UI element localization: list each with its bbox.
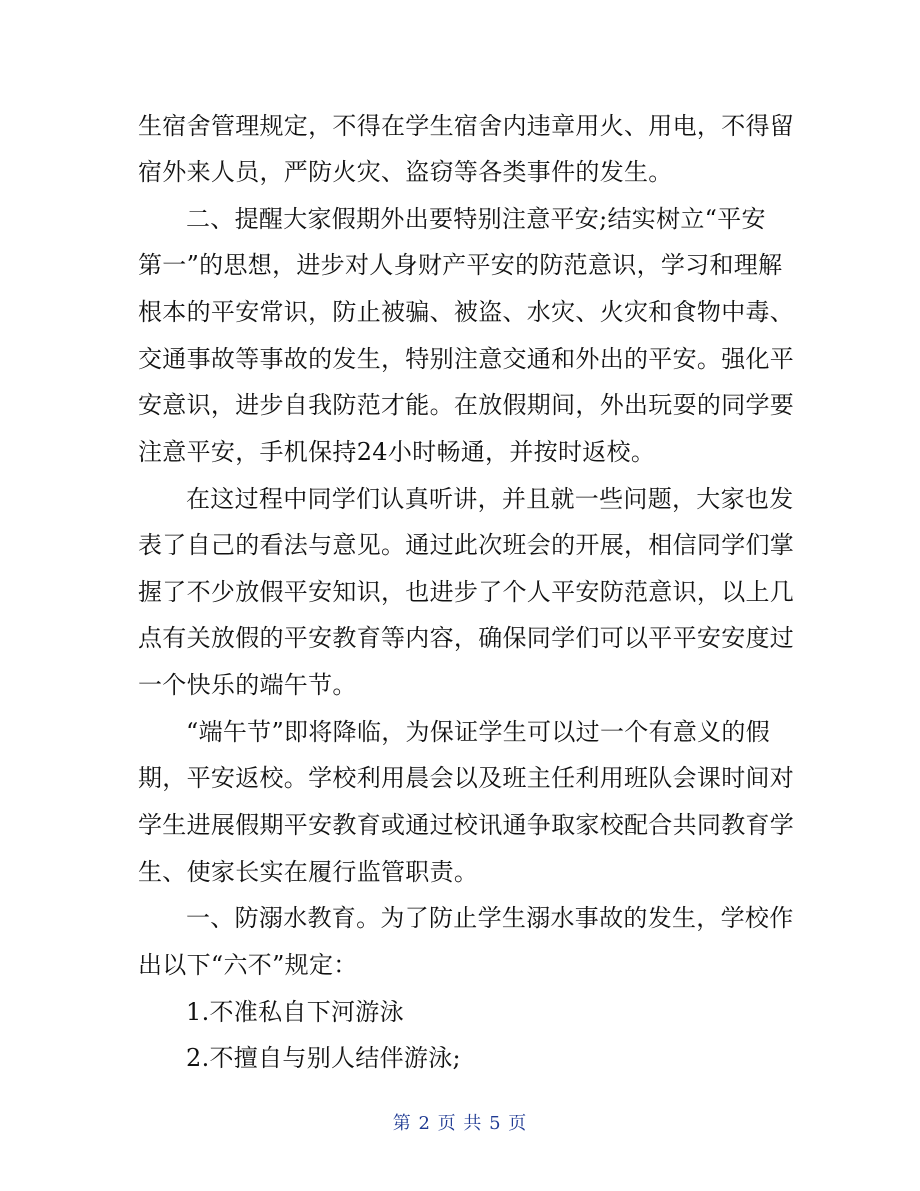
- paragraph-start-line: 在这过程中同学们认真听讲，并且就一些问题，大家也发: [186, 485, 794, 513]
- text-line: 学生进展假期平安教育或通过校讯通争取家校配合共同教育学: [138, 811, 795, 839]
- text-line: 握了不少放假平安知识，也进步了个人平安防范意识，以上几: [138, 578, 795, 606]
- page-number-footer: 第 2 页 共 5 页: [392, 1113, 528, 1134]
- text-line: 表了自己的看法与意见。通过此次班会的开展，相信同学们掌: [138, 531, 795, 559]
- text-line: 安意识，进步自我防范才能。在放假期间，外出玩耍的同学要: [138, 391, 795, 419]
- text-line: 生宿舍管理规定，不得在学生宿舍内违章用火、用电，不得留: [138, 112, 795, 140]
- text-line: 宿外来人员，严防火灾、盗窃等各类事件的发生。: [138, 158, 673, 186]
- list-item: 2.不擅自与别人结伴游泳;: [186, 1044, 461, 1072]
- text-line: 点有关放假的平安教育等内容，确保同学们可以平平安安度过: [138, 624, 795, 652]
- text-line: 第一”的思想，进步对人身财产平安的防范意识，学习和理解: [138, 251, 783, 279]
- text-line: 注意平安，手机保持24小时畅通，并按时返校。: [138, 438, 656, 466]
- paragraph-start-line: 一、防溺水教育。为了防止学生溺水事故的发生，学校作: [186, 904, 794, 932]
- list-item: 1.不准私自下河游泳: [186, 998, 404, 1026]
- text-line: 生、使家长实在履行监管职责。: [138, 858, 479, 886]
- text-line: 出以下“六不”规定：: [138, 951, 358, 979]
- text-line: 根本的平安常识，防止被骗、被盗、水灾、火灾和食物中毒、: [138, 298, 795, 326]
- text-line: 期，平安返校。学校利用晨会以及班主任利用班队会课时间对: [138, 764, 795, 792]
- text-line: 交通事故等事故的发生，特别注意交通和外出的平安。强化平: [138, 345, 795, 373]
- text-line: 一个快乐的端午节。: [138, 671, 357, 699]
- paragraph-start-line: 二、提醒大家假期外出要特别注意平安;结实树立“平安: [186, 205, 766, 233]
- paragraph-start-line: “端午节”即将降临，为保证学生可以过一个有意义的假: [186, 718, 771, 746]
